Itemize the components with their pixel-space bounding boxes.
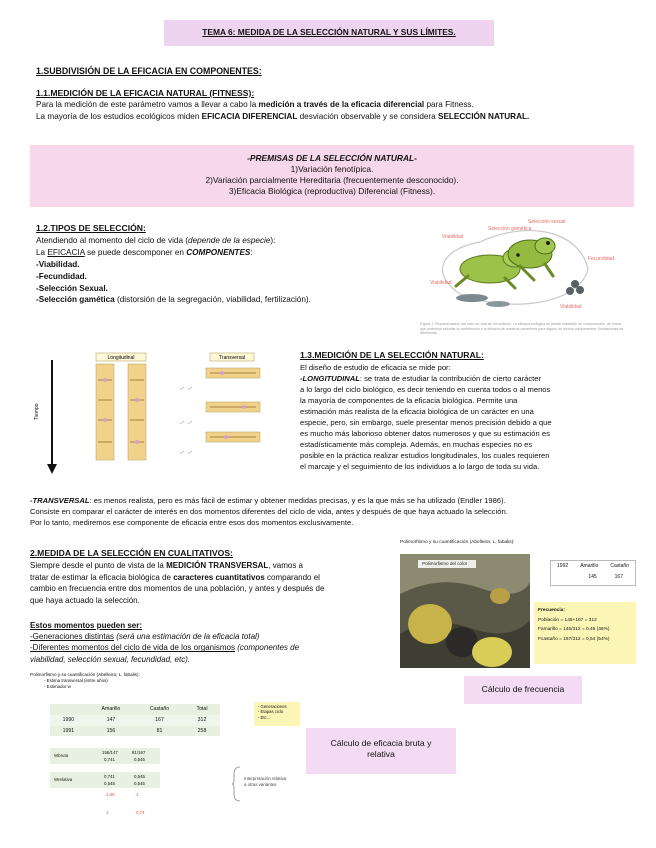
table-cell: 145 (588, 573, 597, 580)
table-cell: 1990 (62, 716, 75, 723)
table-header: Total (196, 706, 208, 712)
table-cell: 0,545 (134, 781, 145, 786)
text: especie, pero, sin embargo, suele presentar menos precisión debido a que (300, 418, 552, 427)
table-cell: 0,741 (104, 757, 115, 762)
table-cell: 258 (197, 727, 207, 734)
text-italic: (componentes de (234, 643, 300, 653)
text: , vamos a (268, 561, 304, 570)
diagram-label-transversal: Transversal (219, 355, 245, 361)
diagram-label-longitudinal: Longitudinal (107, 355, 135, 361)
count-table-years (50, 704, 220, 736)
text-bold-italic: COMPONENTES (186, 247, 251, 257)
text-italic: depende de la especie (188, 236, 271, 245)
sampling-design-illustration (30, 350, 270, 480)
interpretation-note (232, 766, 312, 802)
text: estadísticamente más compleja. Además, en muchas especies no es (300, 440, 533, 449)
premisa-item: 2)Variación parcialmente Hereditaria (frecuentemente desconocido). (205, 174, 459, 185)
diagram-label: Selección gamética (488, 226, 532, 232)
table-header-row (50, 704, 220, 715)
text: El diseño de estudio de eficacia se mide por: (300, 363, 451, 372)
frequency-box (534, 602, 636, 664)
table-cell: 0,545 (134, 757, 145, 762)
sampling-design-figure (30, 350, 270, 480)
photo-label: Polimorfismo del color (422, 561, 468, 566)
text: : se trata de estudiar la contribución de cierto carácter (359, 374, 541, 383)
row-label: Wrelativa (54, 777, 73, 782)
text: Para la medición de este parámetro vamos a llevar a cabo la (36, 100, 259, 109)
table-cell: Amarillo (580, 563, 599, 569)
w-relativa-row (50, 772, 160, 788)
table-cell: 0,545 (104, 781, 115, 786)
moments-list (30, 620, 390, 665)
count-table (550, 560, 636, 586)
text-bold: SELECCIÓN NATURAL. (437, 111, 530, 121)
figure-caption: Figura 1. Representación del ciclo de vida de los anfibios. La eficacia biológica se puede subdividir en componentes, de forma que podemos estudiar la contribución a la eficacia de nuestros caracteres para alguno de dichos componentes. Ilustraciones de Wikimedia. (420, 322, 624, 336)
premisas-title: -PREMISAS DE LA SELECCIÓN NATURAL- (247, 153, 417, 163)
diagram-label: Viabilidad (442, 234, 464, 240)
note-item: - Generaciones (258, 704, 287, 709)
frog-lifecycle-figure (420, 214, 626, 346)
table-header (50, 704, 87, 715)
frequency-line: Frecuencia: (538, 608, 565, 613)
section-1-3-body (300, 362, 630, 472)
component-item: -Fecundidad. (36, 271, 87, 281)
text: cambio en frecuencia entre dos momentos de una población, y antes y después de (30, 584, 325, 594)
table-cell: 0,545 (134, 774, 145, 779)
text: estimación más realista de la eficacia biológica de un carácter en una (300, 407, 534, 416)
text-underline: -Generaciones distintas (30, 632, 115, 642)
text: Atendiendo al momento del ciclo de vida ( (36, 236, 189, 245)
text-underline: -Diferentes momentos del ciclo de vida de los organismos (30, 643, 235, 653)
moments-heading: Estos momentos pueden ser: (30, 621, 143, 630)
text: ): (270, 236, 276, 245)
brace-icon (232, 766, 242, 802)
table-cell: 156 (106, 727, 116, 734)
section-1-heading: 1.SUBDIVISIÓN DE LA EFICACIA EN COMPONENTES: (36, 66, 262, 76)
frequency-line: Fcastaño = 167/312 = 0,54 (54%) (538, 636, 610, 642)
text: : (250, 247, 253, 257)
diagram-label: Selección sexual (528, 219, 566, 225)
table-cell: 0,74 (136, 810, 145, 815)
page-title: TEMA 6: MEDIDA DE LA SELECCIÓN NATURAL Y SUS LÍMITES. (164, 20, 494, 46)
table-row (50, 715, 220, 726)
text: desviación observable y se considera (297, 111, 438, 121)
table-cell: 1,36 (106, 792, 115, 797)
interp-line: a otras variantes (244, 782, 277, 788)
text: se puede descomponer en (84, 247, 187, 257)
text: posible en la práctica realizar estudios longitudinales, los cuales requieren (300, 451, 550, 460)
text: : es menos realista, pero es más fácil de estimar y obtener medidas precisas, y es la que más se ha utilizado (Endler 1986). (89, 496, 506, 505)
table-row (50, 726, 220, 737)
table-cell: 167 (155, 716, 164, 723)
table-cell: 1992 (557, 563, 569, 569)
row-label: Wbruta (54, 753, 69, 758)
table-cell: 81 (156, 727, 163, 734)
text: La (36, 247, 48, 257)
text-italic: viabilidad, selección sexual, fecundidad, etc). (30, 654, 191, 664)
text-bold: -Selección gamética (36, 295, 115, 305)
table-cell: 147 (106, 716, 116, 723)
premisa-item: 1)Variación fenotípica. (290, 163, 374, 174)
interp-line: Interpretación relativa (244, 776, 287, 781)
diagram-label: Viabilidad (560, 304, 582, 310)
section-2-body (30, 560, 390, 606)
frequency-line: Población = 145+167 = 312 (538, 617, 597, 623)
snail-photo (400, 554, 530, 668)
notes-box (254, 702, 300, 726)
transversal-paragraph (30, 495, 640, 528)
section-1-2-body (36, 235, 416, 306)
text-bold: MEDICIÓN TRANSVERSAL (166, 561, 269, 570)
diagram-label: Fecundidad (588, 256, 615, 262)
table-cell: Castaño (610, 563, 629, 569)
text: tratar de estimar la eficacia biológica de (30, 572, 174, 582)
text: La mayoría de los estudios ecológicos miden (36, 111, 202, 121)
text: Consiste en comparar el carácter de interés en dos momentos diferentes del ciclo de vida, antes y después de que haya actuado la selección. (30, 507, 508, 516)
diagram-label: Viabilidad (430, 280, 452, 286)
text: (distorsión de la segregación, viabilidad, fertilización). (114, 295, 311, 305)
section-1-2-heading: 1.2.TIPOS DE SELECCIÓN: (36, 223, 146, 233)
figure-title: Polimorfismo y su cuantificación (Abelleira; L. fabalis): (30, 672, 140, 677)
polymorphism-panel (400, 540, 636, 672)
note-item: - Etc... (258, 714, 271, 720)
table-cell: 312 (197, 716, 207, 723)
frequency-line: Famarillo = 145/312 = 0,46 (46%) (538, 627, 610, 633)
note-item: - Etapas ciclo (258, 709, 284, 715)
text: Por lo tanto, mediremos ese componente de eficacia entre esos dos momentos exclusivamente. (30, 518, 354, 527)
table-cell: 156/147 (102, 750, 118, 755)
text: el marcaje y el seguimiento de los individuos a lo largo de toda su vida. (300, 462, 540, 471)
table-cell: 81/167 (132, 750, 146, 755)
table-cell: 1 (136, 792, 139, 797)
text-bold: caracteres cuantitativos (173, 572, 265, 582)
table-header: Castaño (149, 706, 170, 712)
label-calculo-frecuencia: Cálculo de frecuencia (464, 676, 582, 704)
section-1-1-body (36, 99, 626, 122)
table-cell: 1991 (62, 727, 75, 734)
component-item: -Selección Sexual. (36, 283, 108, 293)
table-cell: 1 (106, 810, 109, 815)
section-1-1-heading: 1.1.MEDICIÓN DE LA EFICACIA NATURAL (FITNESS): (36, 88, 255, 98)
text: comparando el (264, 572, 320, 582)
table-header: Amarillo (101, 706, 121, 712)
text: para Fitness. (424, 100, 474, 109)
text: que haya actuado la selección. (30, 595, 140, 605)
text: la mayoría de componentes de la eficacia biológica. Permite una (300, 396, 518, 405)
figure-subtitle: - Estima transversal (entre años) (44, 677, 108, 683)
term-transversal: -TRANSVERSAL (30, 496, 90, 505)
table-cell: 0,741 (104, 774, 115, 779)
term-longitudinal: -LONGITUDINAL (300, 374, 360, 383)
table-cell: 167 (614, 573, 623, 580)
premisas-box (30, 145, 634, 207)
text: Siempre desde el punto de vista de la (30, 561, 167, 570)
text-bold: EFICACIA DIFERENCIAL (201, 111, 298, 121)
text: es mucho más laborioso obtener datos numerosos y que su estimación es (300, 429, 550, 438)
text-bold: medición a través de la eficacia diferencial (258, 100, 425, 109)
component-item: -Viabilidad. (36, 259, 80, 269)
panel-title: Polimorfismo y su cuantificación (Abelleira; L. fabalis): (400, 540, 515, 545)
text: a lo largo del ciclo biológico, es decir teniendo en cuenta todos o al menos (300, 385, 551, 394)
label-calculo-eficacia: Cálculo de eficacia bruta y relativa (306, 728, 456, 774)
snail-photo-illustration (400, 554, 530, 668)
text-underline: EFICACIA (47, 247, 85, 257)
text-italic: (será una estimación de la eficacia total) (114, 632, 260, 642)
axis-label-time: Tiempo (34, 403, 40, 420)
frog-lifecycle-illustration (420, 214, 626, 319)
premisa-item: 3)Eficacia Biológica (reproductiva) Diferencial (Fitness). (228, 185, 436, 196)
figure-subtitle: - Estimador w (44, 683, 71, 689)
section-1-3-heading: 1.3.MEDICIÓN DE LA SELECCIÓN NATURAL: (300, 350, 484, 360)
w-bruta-row (50, 748, 160, 764)
section-2-heading: 2.MEDIDA DE LA SELECCIÓN EN CUALITATIVOS: (30, 548, 233, 558)
